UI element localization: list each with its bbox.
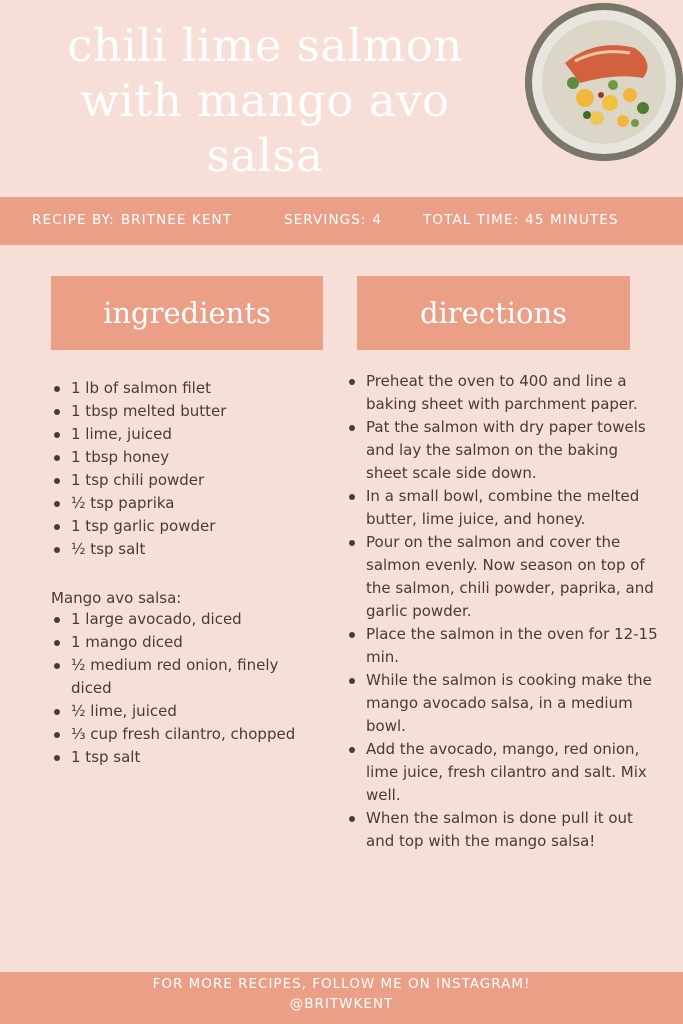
total-time-label: TOTAL TIME: (423, 212, 520, 228)
recipe-by-label: RECIPE BY: (32, 212, 115, 228)
salsa-subheading: Mango avo salsa: (51, 589, 182, 607)
ingredient-item: 1 tsp chili powder (51, 469, 331, 492)
salsa-ingredient-item: ½ lime, juiced (51, 700, 321, 723)
servings (284, 212, 382, 228)
ingredient-item: 1 lime, juiced (51, 423, 331, 446)
direction-step: In a small bowl, combine the melted butter, lime juice, and honey. (346, 485, 662, 531)
total-time-value: 45 MINUTES (525, 212, 619, 228)
salsa-ingredient-item: 1 tsp salt (51, 746, 321, 769)
salsa-ingredient-item: ⅓ cup fresh cilantro, chopped (51, 723, 321, 746)
salsa-ingredient-item: 1 mango diced (51, 631, 321, 654)
direction-step: Add the avocado, mango, red onion, lime juice, fresh cilantro and salt. Mix well. (346, 738, 662, 807)
ingredients-heading: ingredients (51, 276, 323, 350)
recipe-meta-band (0, 197, 683, 245)
direction-step: When the salmon is done pull it out and top with the mango salsa! (346, 807, 662, 853)
ingredients-list (51, 377, 331, 561)
instagram-handle[interactable]: @BRITWKENT (289, 996, 394, 1012)
ingredient-item: ½ tsp salt (51, 538, 331, 561)
salmon-bowl-photo (525, 3, 683, 161)
servings-value: 4 (372, 212, 383, 228)
directions-list (346, 370, 662, 853)
directions-heading: directions (357, 276, 630, 350)
footer-band (0, 972, 683, 1024)
ingredient-item: 1 tbsp melted butter (51, 400, 331, 423)
ingredient-item: ½ tsp paprika (51, 492, 331, 515)
salsa-ingredient-item: ½ medium red onion, finely diced (51, 654, 321, 700)
direction-step: Pat the salmon with dry paper towels and lay the salmon on the baking sheet scale side down. (346, 416, 662, 485)
direction-step: Place the salmon in the oven for 12-15 min. (346, 623, 662, 669)
direction-step: Pour on the salmon and cover the salmon evenly. Now season on top of the salmon, chili powder, paprika, and garlic powder. (346, 531, 662, 623)
direction-step: Preheat the oven to 400 and line a baking sheet with parchment paper. (346, 370, 662, 416)
ingredient-item: 1 tsp garlic powder (51, 515, 331, 538)
direction-step: While the salmon is cooking make the mango avocado salsa, in a medium bowl. (346, 669, 662, 738)
total-time (423, 212, 619, 228)
ingredient-item: 1 tbsp honey (51, 446, 331, 469)
ingredient-item: 1 lb of salmon filet (51, 377, 331, 400)
salsa-ingredient-item: 1 large avocado, diced (51, 608, 321, 631)
recipe-by-value: BRITNEE KENT (120, 212, 233, 228)
recipe-title: chili lime salmon with mango avo salsa (67, 19, 463, 182)
servings-label: SERVINGS: (284, 212, 367, 228)
salsa-ingredients-list (51, 608, 321, 769)
footer-cta: FOR MORE RECIPES, FOLLOW ME ON INSTAGRAM! (152, 976, 531, 992)
recipe-by (32, 212, 232, 228)
